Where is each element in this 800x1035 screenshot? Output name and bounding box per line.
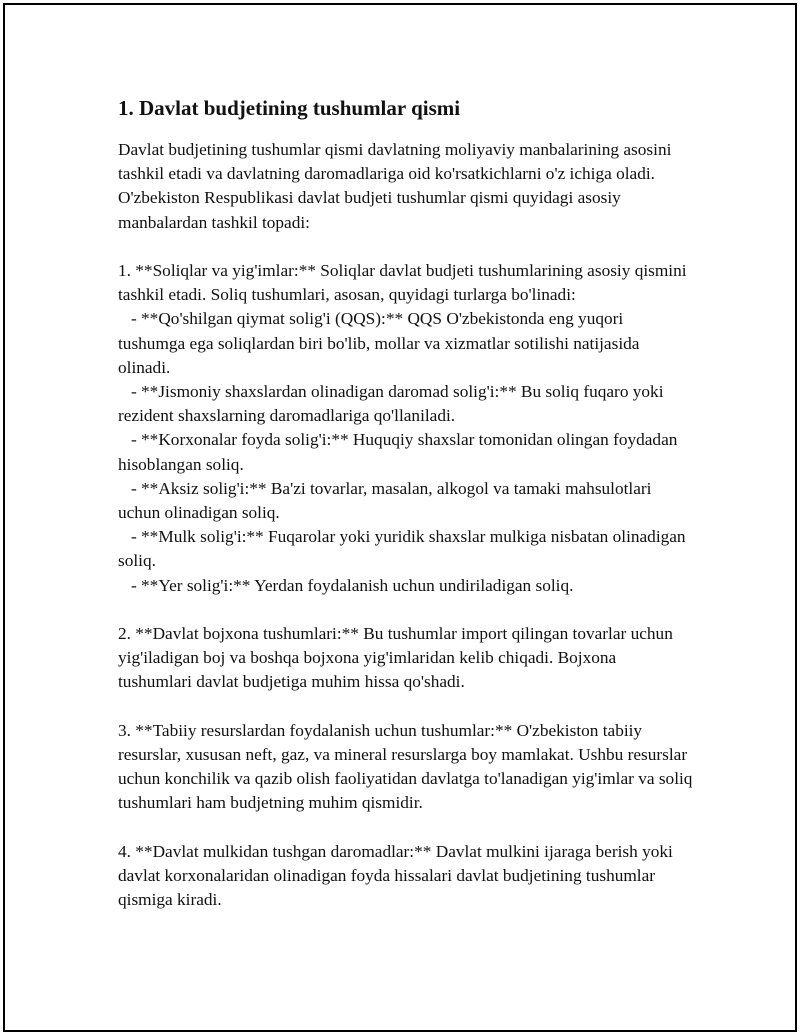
section-heading: 1. Davlat budjetining tushumlar qismi xyxy=(118,96,461,120)
sub-item-property-tax: - **Mulk solig'i:** Fuqarolar yoki yuridik shaxslar mulkiga nisbatan olinadigan soliq. xyxy=(118,527,690,571)
list-item-state-property: 4. **Davlat mulkidan tushgan daromadlar:** Davlat mulkini ijaraga berish yoki davlat korxonalaridan olinadigan foyda hissalari davlat budjetining tushumlar qismiga kiradi. xyxy=(118,841,678,910)
list-item-taxes: 1. **Soliqlar va yig'imlar:** Soliqlar davlat budjeti tushumlarining asosiy qismini tashkil etadi. Soliq tushumlari, asosan, quyidagi turlarga bo'linadi: xyxy=(118,261,691,305)
sub-item-profit-tax: - **Korxonalar foyda solig'i:** Huquqiy shaxslar tomonidan olingan foydadan hisoblangan soliq. xyxy=(118,430,682,474)
intro-paragraph: Davlat budjetining tushumlar qismi davlatning moliyaviy manbalarining asosini tashkil etadi va davlatning daromadlariga oid ko'rsatkichlarni o'z ichiga oladi. O'zbekiston Respublikasi davlat budjeti tushumlar qismi quyidagi asosiy manbalardan tashkil topadi: xyxy=(118,140,676,232)
paragraph-gap xyxy=(118,695,693,719)
list-item-customs: 2. **Davlat bojxona tushumlari:** Bu tushumlar import qilingan tovarlar uchun yig'iladigan boj va boshqa bojxona yig'imlaridan kelib chiqadi. Bojxona tushumlari davlat budjetiga muhim hissa qo'shadi. xyxy=(118,624,678,692)
paragraph-gap xyxy=(118,816,693,840)
paragraph-gap xyxy=(118,235,693,259)
list-item-natural-resources: 3. **Tabiiy resurslardan foydalanish uchun tushumlar:** O'zbekiston tabiiy resurslar, xususan neft, gaz, va mineral resurslarga boy mamlakat. Ushbu resurslar uchun konchilik va qazib olish faoliyatidan davlatga to'lanadigan yig'imlar va soliq tushumlari ham budjetning muhim qismidir. xyxy=(118,720,697,813)
sub-item-vat: - **Qo'shilgan qiymat solig'i (QQS):** QQS O'zbekistonda eng yuqori tushumga ega soliqlardan biri bo'lib, mollar va xizmatlar sotilishi natijasida olinadi. xyxy=(118,309,644,377)
sub-item-income-tax: - **Jismoniy shaxslardan olinadigan daromad solig'i:** Bu soliq fuqaro yoki rezident shaxslarning daromadlariga qo'llaniladi. xyxy=(118,382,668,426)
paragraph-gap xyxy=(118,598,693,622)
sub-item-land-tax: - **Yer solig'i:** Yerdan foydalanish uchun undiriladigan soliq. xyxy=(118,575,574,595)
document-body xyxy=(118,94,697,912)
sub-item-excise-tax: - **Aksiz solig'i:** Ba'zi tovarlar, masalan, alkogol va tamaki mahsulotlari uchun olinadigan soliq. xyxy=(118,478,656,523)
